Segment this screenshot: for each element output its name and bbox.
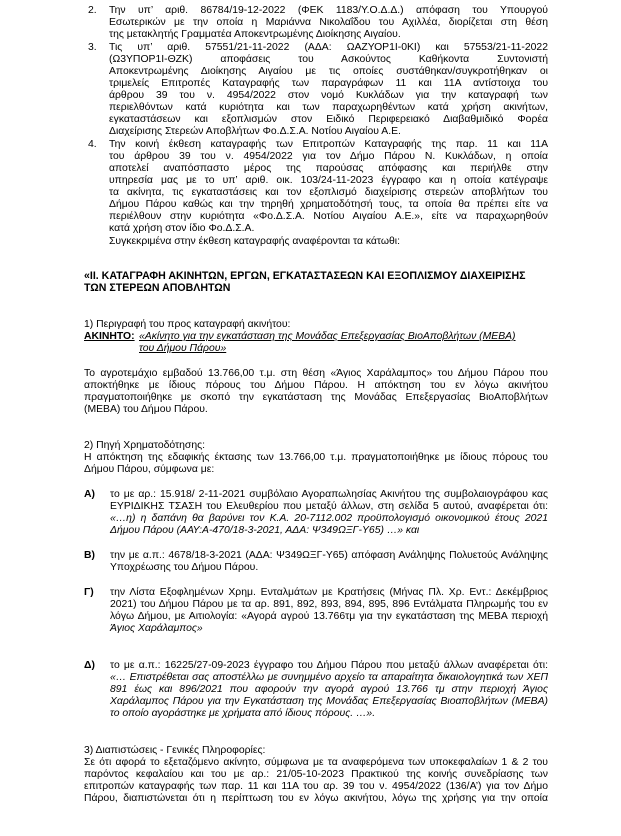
item-4-line: του άρθρου 39 του ν. 4954/2022 για τον Δήμο Πάρου Ν. Κυκλάδων, η οποία — [109, 151, 548, 162]
item-c-line: λόγω Δήμου, με Αιτιολογία: «Αγορά αγρού 13.766τμ για την εγκατάσταση της ΜΕΒΑ περιοχή — [110, 611, 548, 622]
item-number-3: 3. — [88, 42, 97, 53]
section-3-line: παρόντος κεφαλαίου και του με αρ.: 21/05-10-2023 Πρακτικού της κοινής συνεδρίασης των — [84, 769, 548, 780]
section-2-title: 2) Πηγή Χρηματοδότησης: — [84, 440, 206, 451]
item-letter-c: Γ) — [84, 587, 94, 598]
item-a-line: «…η) η δαπάνη θα βαρύνει τον Κ.Α. 20-7112.002 προϋπολογισμό οικονομικού έτους 2021 — [110, 513, 548, 524]
item-4-line: υπηρεσία μας με το υπ’ αριθ. οικ. 103/24-11-2023 έγγραφο και η οποία κατέγραψε — [109, 175, 548, 186]
section-1-title: 1) Περιγραφή του προς καταγραφή ακινήτου: — [84, 319, 291, 330]
item-3-line: περιελθόντων κατά κυριότητα και των παραχωρηθέντων κατά χρήση ακινήτων, — [109, 102, 548, 113]
section-3-line: Σε ότι αφορά το εξεταζόμενο ακίνητο, σύμφωνα με τα αναφερόμενα των υποκεφαλαίων 1 & 2 του — [84, 757, 548, 768]
section-1-paragraph: πραγματοποιήθηκε με σκοπό την εγκατάσταση της Μονάδας Επεξεργασίας ΒιοΑποβλήτων — [84, 392, 548, 403]
item-2-line: Εσωτερικών με την οποία η Μαριάννα Νικολαΐδου του Αχιλλέα, διορίζεται στη θέση — [109, 17, 548, 28]
item-3-line: τριμελείς Επιτροπές Καταγραφής των παραγράφων 11 και 11Α αντίστοιχα του — [109, 78, 548, 89]
section-3-title: 3) Διαπιστώσεις - Γενικές Πληροφορίες: — [84, 745, 266, 756]
item-a-line: ΕΥΡΙΔΙΚΗΣ ΤΣΑΣΗ του Ελευθερίου που μεταξύ άλλων, στη σελίδα 5 αυτού, αναφέρεται ότι: — [110, 501, 548, 512]
item-b-line: την με α.π.: 4678/18-3-2021 (ΑΔΑ: Ψ349ΩΞΓ-Υ65) απόφαση Ανάληψης Πολυετούς Ανάληψης — [110, 550, 548, 561]
item-2-line: Την υπ’ αριθ. 86784/19-12-2022 (ΦΕΚ 1183/Υ.Ο.Δ.Δ.) απόφαση του Υπουργού — [109, 5, 548, 16]
item-d-line: το με α.π.: 16225/27-09-2023 έγγραφο του Δήμου Πάρου που μεταξύ άλλων αναφέρεται ότι: — [110, 660, 548, 671]
item-c-line: 2021) του Δήμου Πάρου με τα αρ. 891, 892, 893, 894, 895, 896 Εντάλματα Πληρωμής του εν — [110, 599, 548, 610]
item-number-2: 2. — [88, 5, 97, 16]
property-value: «Ακίνητο για την εγκατάσταση της Μονάδας Επεξεργασίας ΒιοΑποβλήτων (ΜΕΒΑ) — [139, 331, 516, 342]
item-3-line: Τις υπ’ αριθ. 57551/21-11-2022 (ΑΔΑ: ΩΑΖΥΟΡ1Ι-0ΚΙ) και 57553/21-11-2022 — [109, 42, 548, 53]
item-4-line: Δήμου Πάρου καθώς και την τηρηθή χρηματοδότησή τους, τα οποία θα πρέπει είτε να — [109, 199, 548, 210]
item-4-line: κατά χρήση στον ίδιο Φο.Δ.Σ.Α. — [109, 223, 255, 234]
section-3-line: επιτροπών καταγραφής των παρ. 11 και 11Α του αρ. 39 του ν. 4954/2022 (136/Α’) για τον Δήμο — [84, 781, 548, 792]
item-3-line: Αποκεντρωμένης Διοίκησης Αιγαίου με τις οποίες συστάθηκαν/συγκροτήθηκαν οι — [109, 66, 548, 77]
section-2-intro: Η απόκτηση της εδαφικής έκτασης των 13.766,00 τ.μ. πραγματοποιήθηκε με ίδιους πόρους του — [84, 452, 548, 463]
item-number-4: 4. — [88, 139, 97, 150]
item-2-line: της μετακλητής Γραμματέα Αποκεντρωμένης Διοίκησης Αιγαίου. — [109, 29, 401, 40]
item-3-line: (Ω3ΥΠΟΡ1Ι-ΘΖΚ) αποφάσεις του Ασκούντος Καθήκοντα Συντονιστή — [109, 54, 548, 65]
item-4-line: Την κοινή έκθεση καταγραφής των Επιτροπών Καταγραφής της παρ. 11 και 11Α — [109, 139, 548, 150]
item-d-line: 891 έως και 896/2021 που αφορούν την αγορά αγρού 13.766 τμ στην περιοχή Άγιος — [110, 684, 548, 695]
item-a-line: Δήμου Πάρου (ΑΑΥ:Α-470/18-3-2021, ΑΔΑ: Ψ349ΩΞΓ-Υ65) …» και — [110, 525, 420, 536]
section-heading: ΤΩΝ ΣΤΕΡΕΩΝ ΑΠΟΒΛΗΤΩΝ — [84, 282, 231, 294]
item-4-line: περιέλθουν στην κυριότητα «Φο.Δ.Σ.Α. Νοτίου Αιγαίου Α.Ε.», είτε να παραχωρηθούν — [109, 211, 548, 222]
property-value: του Δήμου Πάρου» — [139, 343, 227, 354]
item-b-line: Υποχρέωσης του Δήμου Πάρου. — [110, 562, 259, 573]
item-letter-b: Β) — [84, 550, 95, 561]
item-3-line: άρθρου 39 του ν. 4954/2022 στον νομό Κυκλάδων για την καταγραφή των — [109, 90, 548, 101]
item-3-line: εγκαταστάσεων και εξοπλισμών στον Ειδικό Περιφερειακό Διαβαθμιδικό Φορέα — [109, 114, 548, 125]
item-d-line: το οποίο αγοράστηκε με χρήματα από ίδιους πόρους. …». — [110, 708, 376, 719]
item-4-line: τα ακίνητα, τις εγκαταστάσεις και τον εξοπλισμό διαχείρισης στερεών αποβλήτων του — [109, 187, 548, 198]
property-label: ΑΚΙΝΗΤΟ: — [84, 331, 135, 342]
item-4-line: αποτελεί αναπόσπαστο μέρος της παρούσας απόφασης και περιήλθε στην — [109, 163, 548, 174]
item-d-line: Χαράλαμπος Πάρου για την Εγκατάσταση της Μονάδας Επεξεργασίας Βιοαποβλήτων (ΜΕΒΑ) — [110, 696, 548, 707]
item-4-after: Συγκεκριμένα στην έκθεση καταγραφής αναφέρονται τα κάτωθι: — [109, 236, 400, 247]
item-d-line: «… Επιστρέθεται σας αποστέλλω με συνημμένο αρχείο τα απαραίτητα δικαιολογητικά των ΧΕΠ — [110, 672, 548, 683]
section-3-line: Πάρου, διαπιστώνεται ότι η περίπτωση του εν λόγω ακινήτου, λόγω της χρήσης για την οποία — [84, 793, 548, 804]
section-heading: «ΙΙ. ΚΑΤΑΓΡΑΦΗ ΑΚΙΝΗΤΩΝ, ΕΡΓΩΝ, ΕΓΚΑΤΑΣΤΑΣΕΩΝ ΚΑΙ ΕΞΟΠΛΙΣΜΟΥ ΔΙΑΧΕΙΡΙΣΗΣ — [84, 270, 526, 282]
section-1-paragraph: αποκτήθηκε με ίδιους πόρους του Δήμου Πάρου. Η απόκτηση του εν λόγω ακινήτου — [84, 380, 548, 391]
section-1-paragraph: (ΜΕΒΑ) του Δήμου Πάρου. — [84, 404, 208, 415]
item-letter-d: Δ) — [84, 660, 95, 671]
item-c-line: την Λίστα Εξοφλημένων Χρημ. Ενταλμάτων με Κρατήσεις (Μήνας Πλ. Χρ. Εντ.: Δεκέμβριος — [110, 587, 548, 598]
item-c-line: Άγιος Χαράλαμπος» — [110, 623, 203, 634]
section-1-paragraph: Το αγροτεμάχιο εμβαδού 13.766,00 τ.μ. στη θέση «Άγιος Χαράλαμπος» του Δήμου Πάρου που — [84, 368, 548, 379]
item-a-line: το με αρ.: 15.918/ 2-11-2021 συμβόλαιο Αγοραπωλησίας Ακινήτου της συμβολαιογράφου κας — [110, 489, 548, 500]
item-3-line: Διαχείρισης Στερεών Αποβλήτων Φο.Δ.Σ.Α. Νοτίου Αιγαίου Α.Ε. — [109, 126, 401, 137]
section-2-intro: Δήμου Πάρου, σύμφωνα με: — [84, 464, 215, 475]
item-letter-a: Α) — [84, 489, 95, 500]
